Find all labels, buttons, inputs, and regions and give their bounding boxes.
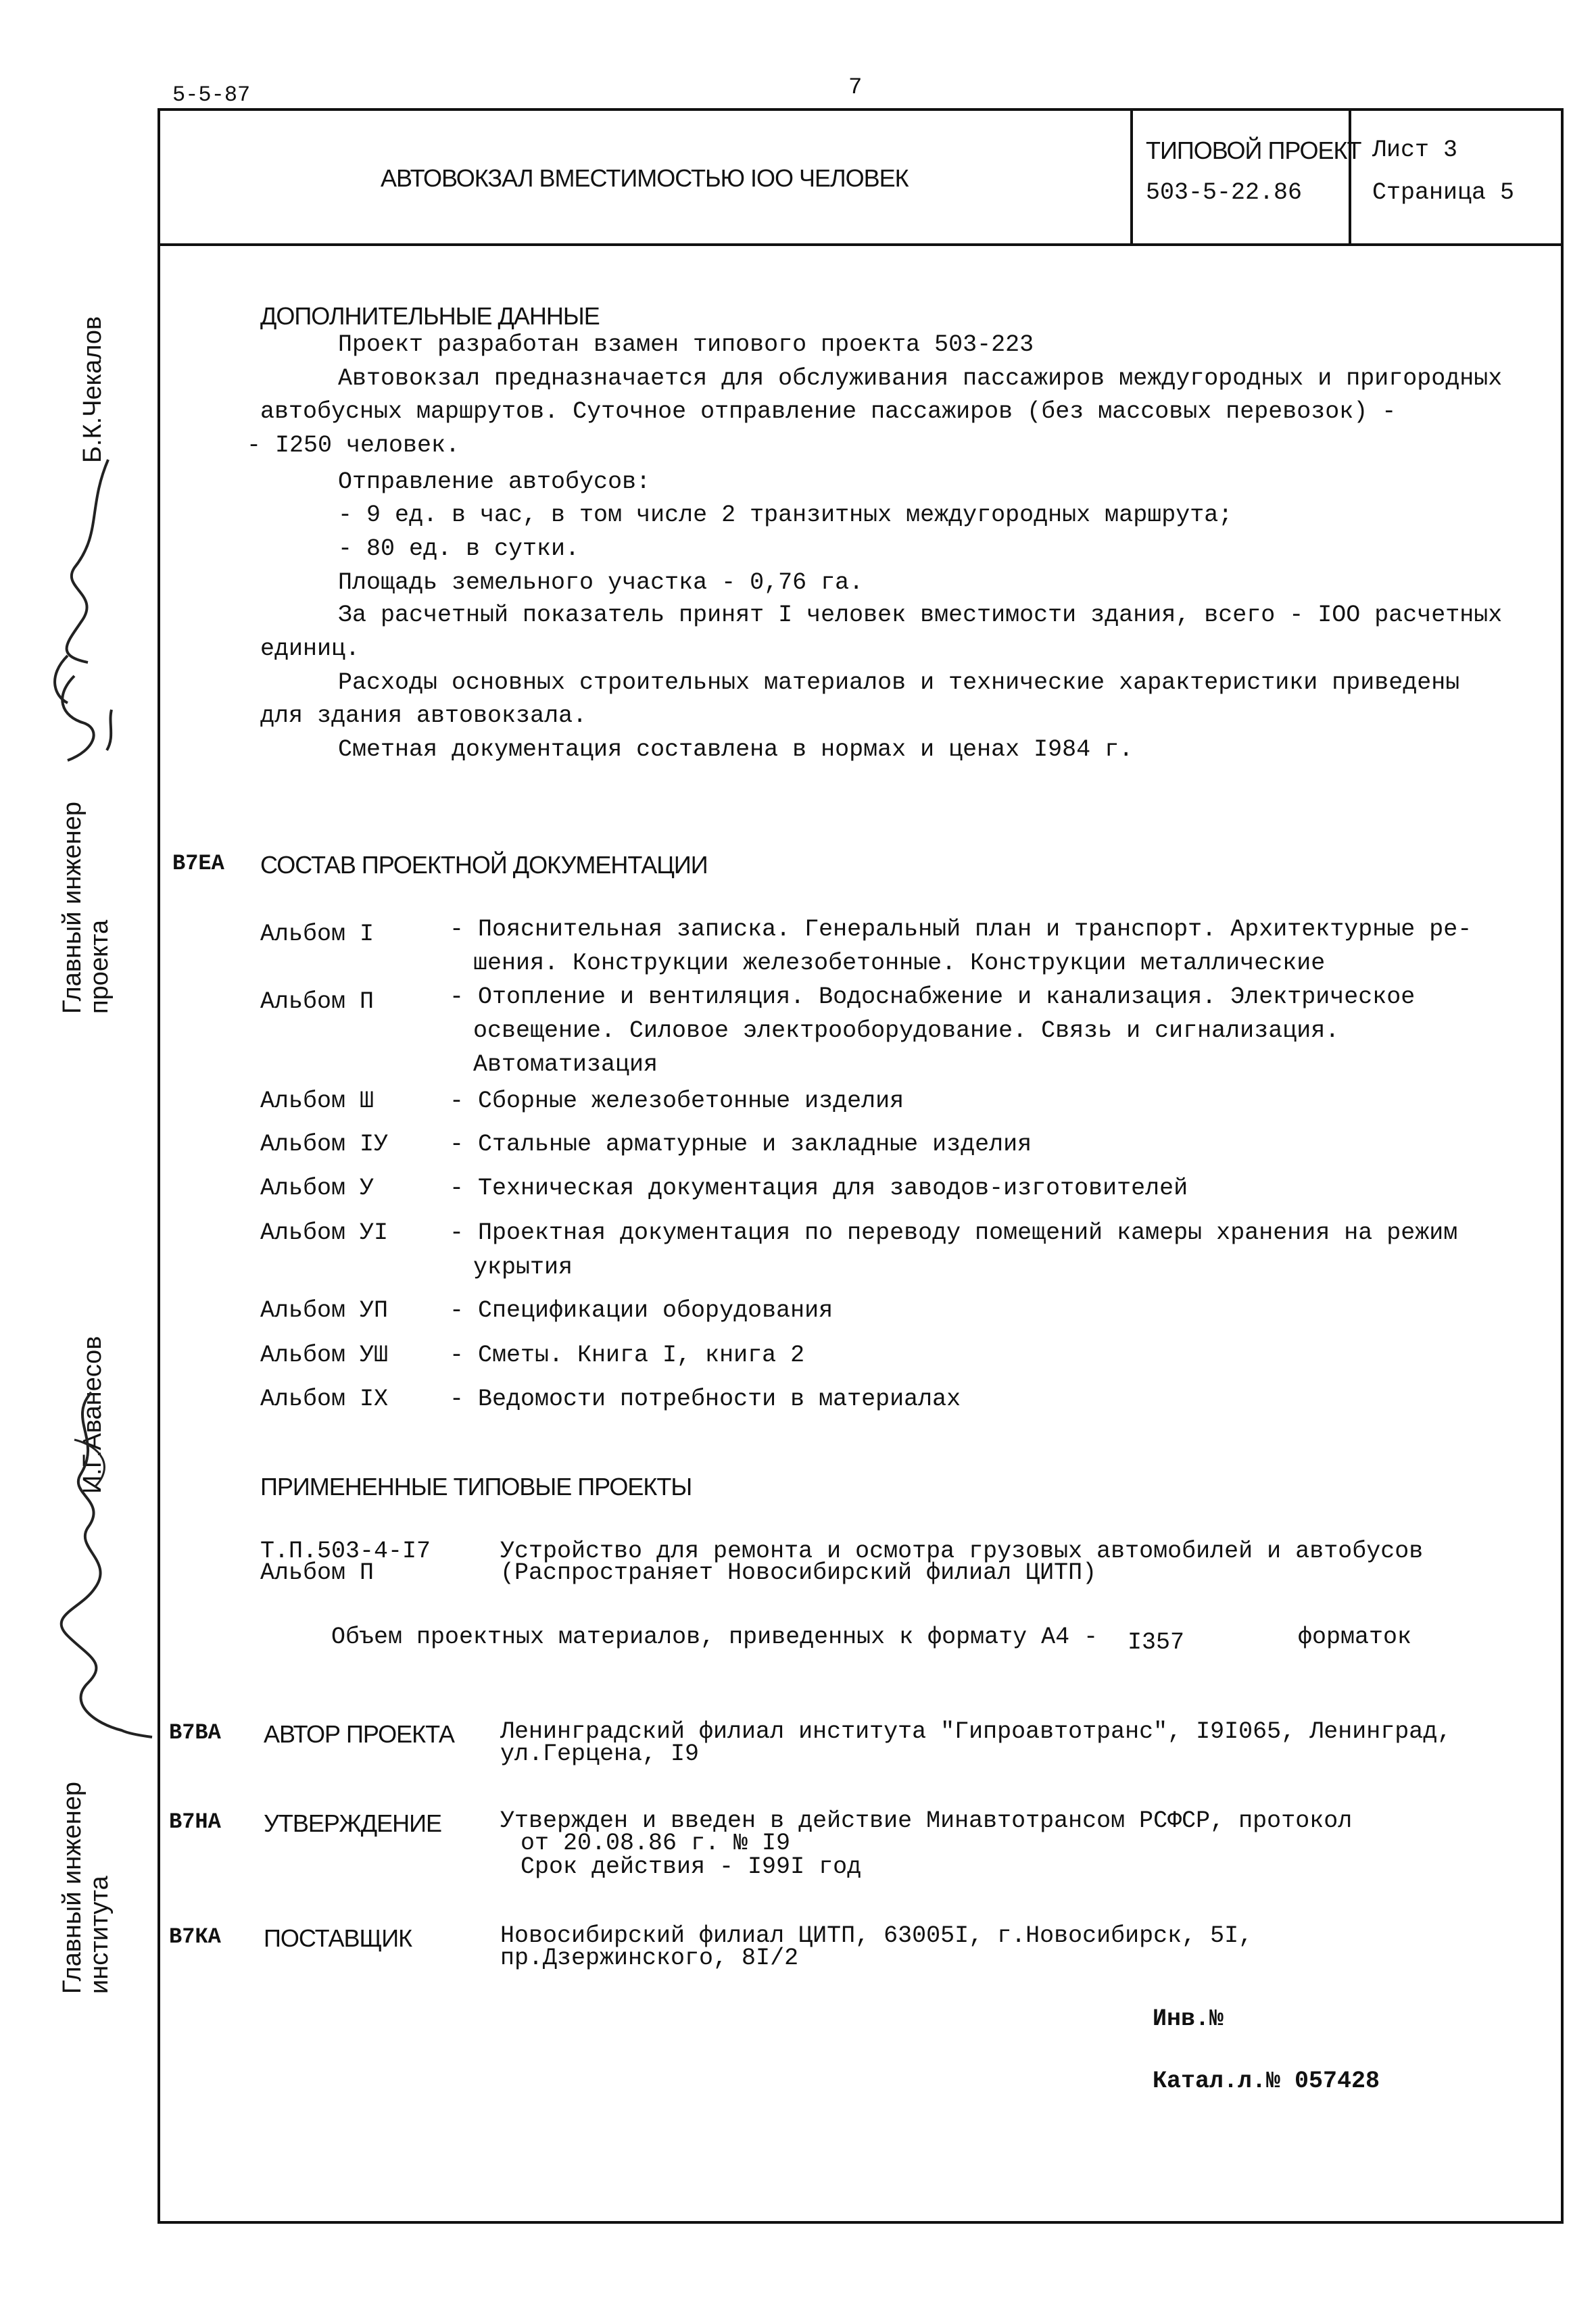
album-name: Альбом Ш: [260, 1088, 374, 1115]
additional-line: для здания автовокзала.: [260, 702, 587, 729]
supplier-line: пр.Дзержинского, 8I/2: [500, 1945, 799, 1972]
composition-code: В7ЕА: [172, 851, 224, 876]
chief-project-engineer-role: Главный инженер проекта: [58, 801, 114, 1014]
title-block-divider-2: [1349, 108, 1351, 245]
additional-line: Площадь земельного участка - 0,76 га.: [338, 569, 864, 596]
album-desc: - Стальные арматурные и закладные изделия: [450, 1131, 1032, 1158]
approval-label: УТВЕРЖДЕНИЕ: [264, 1809, 442, 1837]
album-desc: освещение. Силовое электрооборудование. Связь и сигнализация.: [473, 1017, 1340, 1044]
additional-heading: ДОПОЛНИТЕЛЬНЫЕ ДАННЫЕ: [260, 302, 600, 330]
additional-line: Отправление автобусов:: [338, 468, 651, 495]
album-desc: - Спецификации оборудования: [450, 1297, 833, 1324]
volume-label: Объем проектных материалов, приведенных к формату А4 -: [331, 1624, 1098, 1651]
volume-unit: форматок: [1298, 1624, 1412, 1651]
additional-line: - 9 ед. в час, в том числе 2 транзитных междугородных маршрута;: [338, 502, 1233, 529]
album-desc: - Сборные железобетонные изделия: [450, 1088, 904, 1115]
document-title: АВТОВОКЗАЛ ВМЕСТИМОСТЬЮ IOO ЧЕЛОВЕК: [381, 164, 909, 192]
applied-desc: Устройство для ремонта и осмотра грузовых автомобилей и автобусов: [500, 1538, 1424, 1565]
author-label: АВТОР ПРОЕКТА: [264, 1720, 454, 1748]
supplier-code: В7КА: [169, 1924, 221, 1949]
additional-line: Сметная документация составлена в нормах и ценах I984 г.: [338, 736, 1134, 763]
supplier-line: Новосибирский филиал ЦИТП, 63005I, г.Новосибирск, 5I,: [500, 1922, 1253, 1949]
inventory-number: Инв.№: [1153, 2005, 1224, 2032]
project-label: ТИПОВОЙ ПРОЕКТ: [1146, 137, 1361, 164]
additional-line: Автовокзал предназначается для обслуживания пассажиров междугородных и пригородных: [338, 365, 1503, 392]
chief-project-engineer-name: Б.К.Чекалов: [78, 316, 107, 463]
additional-line: Проект разработан взамен типового проекта 503-223: [338, 331, 1034, 358]
volume-value: I357: [1128, 1629, 1185, 1656]
album-desc: - Сметы. Книга I, книга 2: [450, 1342, 805, 1369]
applied-ref: Альбом П: [260, 1559, 374, 1586]
additional-line: За расчетный показатель принят I человек вместимости здания, всего - IOO расчетных: [338, 602, 1503, 629]
author-line: Ленинградский филиал института "Гипроавтотранс", I9I065, Ленинград,: [500, 1718, 1452, 1745]
catalog-number: Катал.л.№ 057428: [1153, 2068, 1380, 2095]
approval-line: Срок действия - I99I год: [521, 1853, 862, 1880]
album-name: Альбом У: [260, 1175, 374, 1202]
applied-desc: (Распространяет Новосибирский филиал ЦИТП): [500, 1559, 1097, 1586]
album-desc: - Ведомости потребности в материалах: [450, 1386, 961, 1413]
additional-line: - I250 человек.: [247, 432, 460, 459]
page-number: 7: [848, 75, 863, 101]
composition-heading: СОСТАВ ПРОЕКТНОЙ ДОКУМЕНТАЦИИ: [260, 851, 708, 879]
applied-ref: Т.П.503-4-I7: [260, 1538, 431, 1565]
album-desc: - Пояснительная записка. Генеральный план и транспорт. Архитектурные ре-: [450, 916, 1472, 943]
album-name: Альбом УП: [260, 1297, 389, 1324]
album-desc: укрытия: [473, 1254, 573, 1281]
album-desc: шения. Конструкции железобетонные. Конструкции металлические: [473, 950, 1326, 977]
title-block-bottom-line: [158, 243, 1564, 246]
chief-institute-engineer-role: Главный инженер института: [58, 1781, 114, 1994]
album-name: Альбом УШ: [260, 1342, 389, 1369]
author-code: В7ВА: [169, 1720, 221, 1745]
additional-line: Расходы основных строительных материалов и технические характеристики приведены: [338, 669, 1460, 696]
title-block-divider-1: [1130, 108, 1133, 245]
author-line: ул.Герцена, I9: [500, 1740, 700, 1768]
applied-heading: ПРИМЕНЕННЫЕ ТИПОВЫЕ ПРОЕКТЫ: [260, 1473, 692, 1501]
supplier-label: ПОСТАВЩИК: [264, 1924, 412, 1952]
signature-avanesov: [27, 1379, 155, 1757]
additional-line: - 80 ед. в сутки.: [338, 535, 580, 562]
page-in-document: Страница 5: [1372, 179, 1515, 206]
document-code: 5-5-87: [172, 82, 251, 107]
additional-line: единиц.: [260, 635, 360, 662]
album-name: Альбом I: [260, 921, 374, 948]
album-desc: - Отопление и вентиляция. Водоснабжение и канализация. Электрическое: [450, 983, 1416, 1010]
project-number: 503-5-22.86: [1146, 179, 1303, 206]
chief-institute-engineer-name: И.Г.Аванесов: [78, 1336, 107, 1494]
album-name: Альбом IX: [260, 1386, 389, 1413]
album-name: Альбом УI: [260, 1219, 389, 1246]
album-name: Альбом IУ: [260, 1131, 389, 1158]
album-desc: - Проектная документация по переводу помещений камеры хранения на режим: [450, 1219, 1458, 1246]
additional-line: автобусных маршрутов. Суточное отправление пассажиров (без массовых перевозок) -: [260, 398, 1397, 425]
sheet-number: Лист 3: [1372, 137, 1458, 164]
approval-line: Утвержден и введен в действие Минавтотрансом РСФСР, протокол: [500, 1807, 1353, 1834]
album-desc: - Техническая документация для заводов-изготовителей: [450, 1175, 1188, 1202]
approval-code: В7НА: [169, 1809, 221, 1834]
page-frame: [158, 108, 1564, 2224]
signature-chekalov: [27, 453, 122, 764]
album-name: Альбом П: [260, 988, 374, 1015]
album-desc: Автоматизация: [473, 1051, 658, 1078]
approval-line: от 20.08.86 г. № I9: [521, 1830, 791, 1857]
